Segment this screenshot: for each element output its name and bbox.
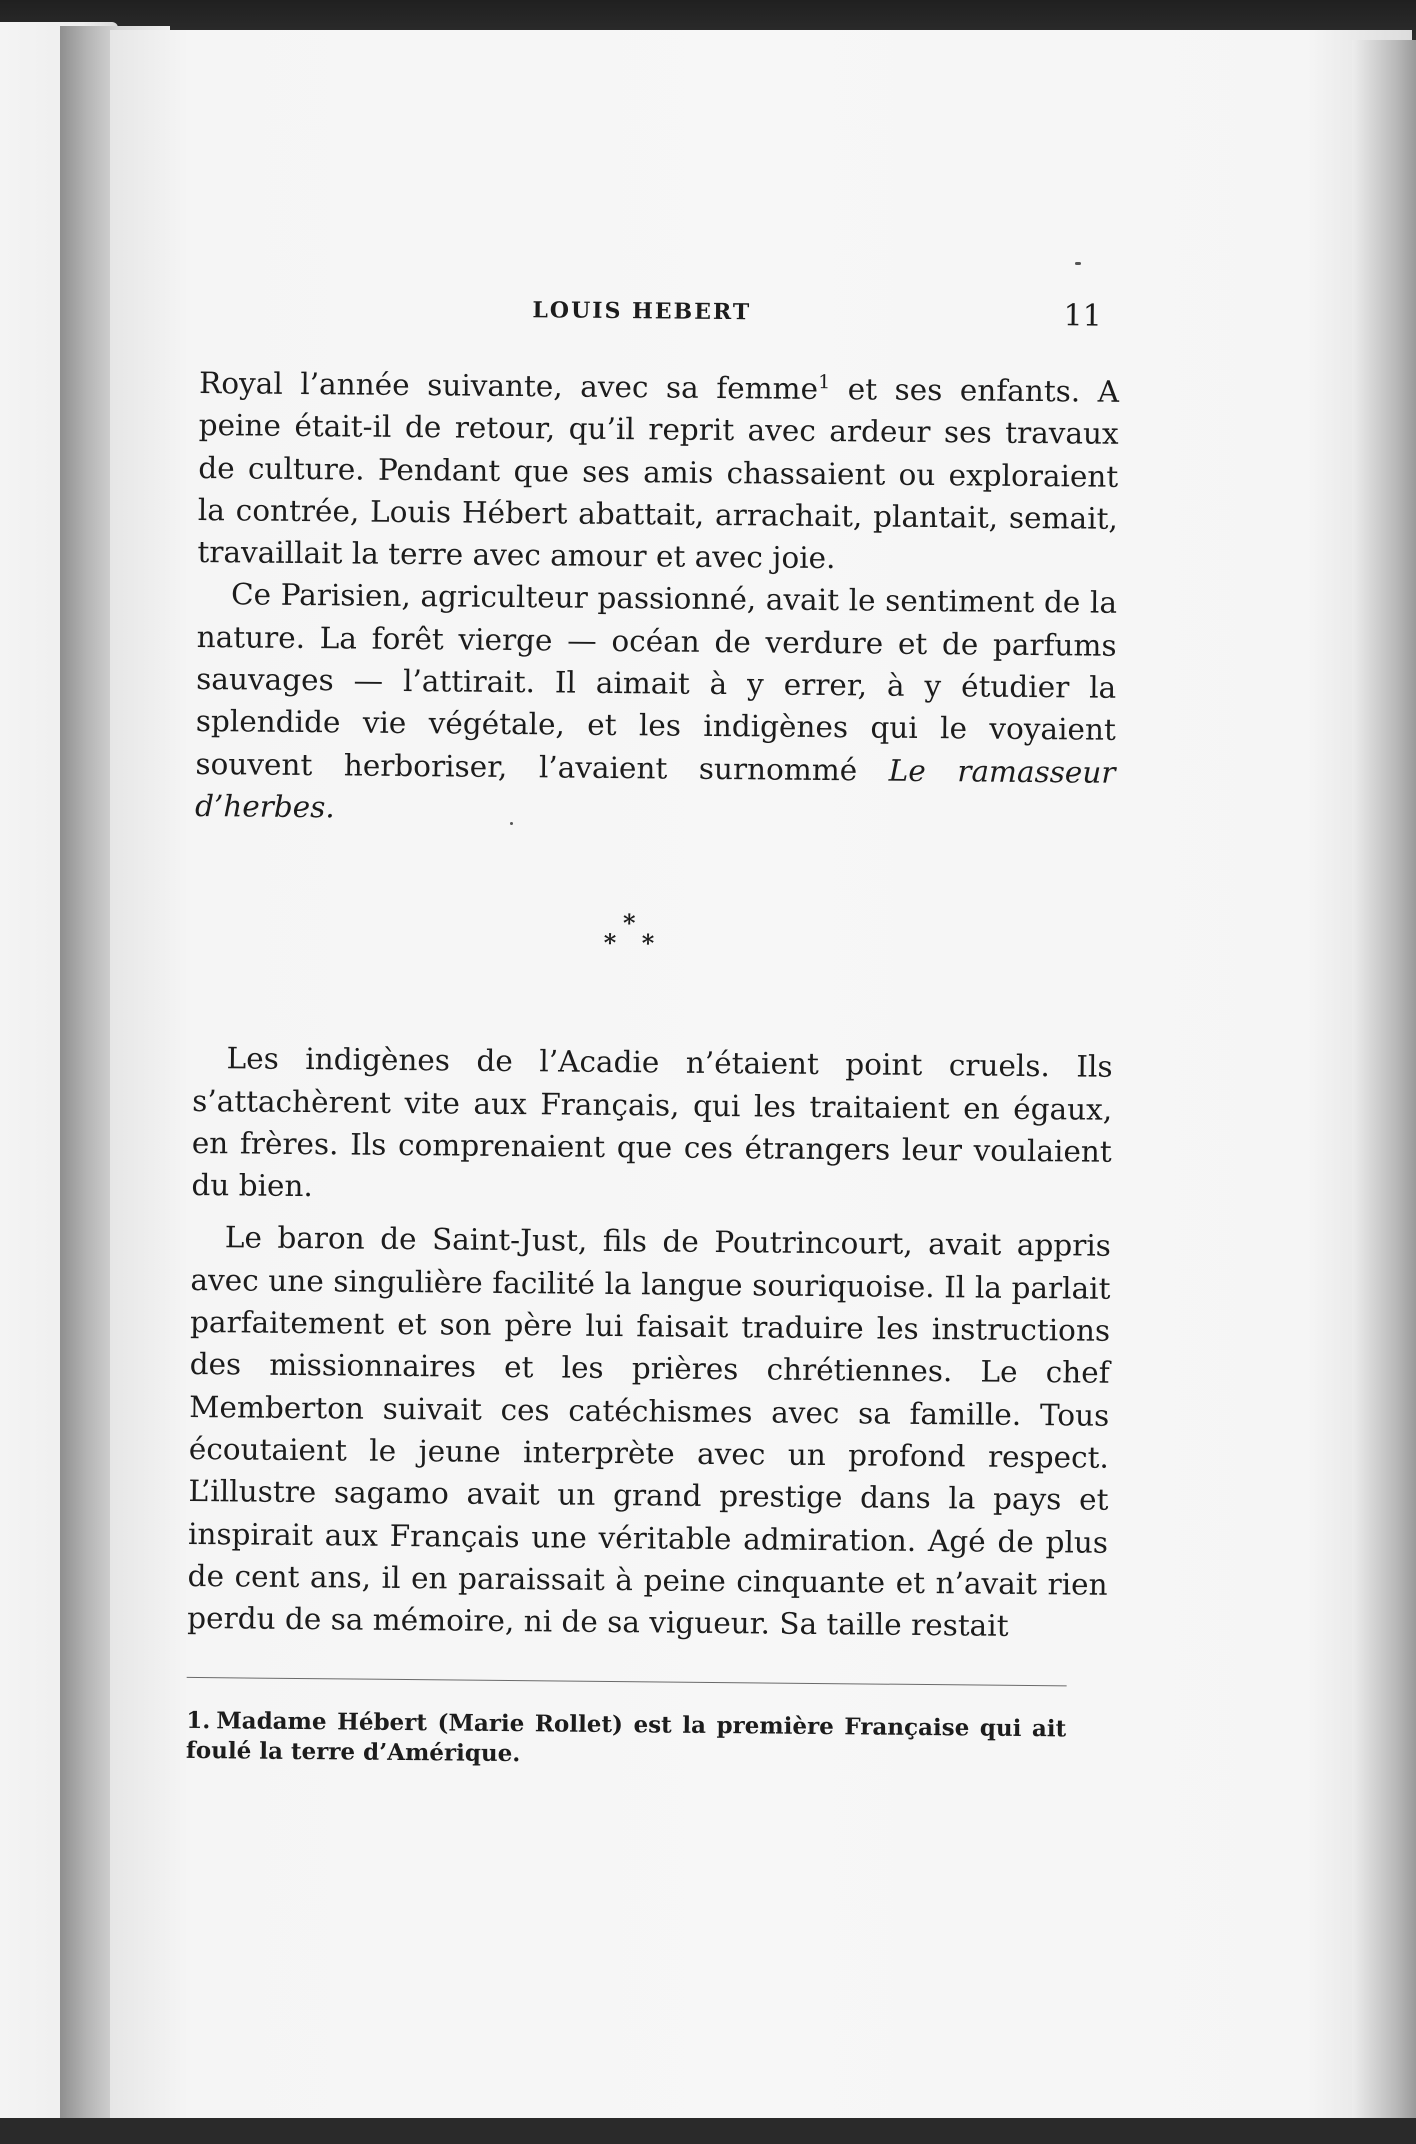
page-text-block [186,290,1120,1775]
paragraph-1-rest: et ses enfants. A peine était-il de retour, qu’il reprit avec ardeur ses travaux de culture. Pendant que ses amis chassaient ou exploraient la contrée, Louis Hébert abattait, arrachait, plantait, semait, travaillait la terre avec amour et avec joie. [197,372,1120,576]
running-head [200,290,1120,349]
scanner-bottom-border [0,2118,1416,2144]
footnote-divider [187,1677,1067,1686]
paragraph-2 [195,573,1117,836]
paragraph-4: Le baron de Saint-Just, fils de Poutrincourt, avait appris avec une singulière facilité la langue souriquoise. Il la parlait parfaitement et son père lui faisait traduire les instructions des missionnaires et les prières chrétiennes. Le chef Memberton suivait ces catéchismes avec sa famille. Tous écoutaient le jeune interprète avec un profond respect. L’illustre sagamo avait un grand prestige dans la pays et inspirait aux Français une véritable admiration. Agé de plus de cent ans, il en paraissait à peine cinquante et n’avait rien perdu de sa mémoire, ni de sa vigueur. Sa taille restait [187,1220,1112,1643]
footnote [186,1706,1067,1774]
scan-speck [1075,262,1081,265]
asterism-star-left: * [603,928,617,958]
footnote-text: Madame Hébert (Marie Rollet) est la première Française qui ait foulé la terre d’Amérique. [185,1707,1067,1768]
asterism-star-right: * [641,928,655,958]
page-edge-shadow [1352,40,1416,2120]
footnote-number: 1. [186,1707,211,1735]
footnote-reference: 1 [818,371,831,394]
paragraph-3: Les indigènes de l’Acadie n’étaient point cruels. Ils s’attachèrent vite aux Français, qui les traitaient en égaux, en frères. Ils comprenaient que ces étrangers leur voulaient du bien. [191,1041,1113,1204]
running-title: LOUIS HEBERT [532,297,752,326]
paragraph-1 [197,362,1119,582]
page-number: 11 [1063,298,1102,334]
section-asterism [579,908,680,972]
paragraph-2-text: Ce Parisien, agriculteur passionné, avait le sentiment de la nature. La forêt vierge — océan de verdure et de parfums sauvages — l’attirait. Il aimait à y errer, à y étudier la splendide vie végétale, et les indigènes qui le voyaient souvent herboriser, l’avaient surnommé [195,577,1118,788]
paragraph-1-start: Royal l’année suivante, avec sa femme [198,365,819,406]
paragraph-2-italic: Le ramasseur d’herbes. [194,753,1116,825]
asterism-star-top: * [622,908,636,938]
scan-speck [510,822,513,825]
